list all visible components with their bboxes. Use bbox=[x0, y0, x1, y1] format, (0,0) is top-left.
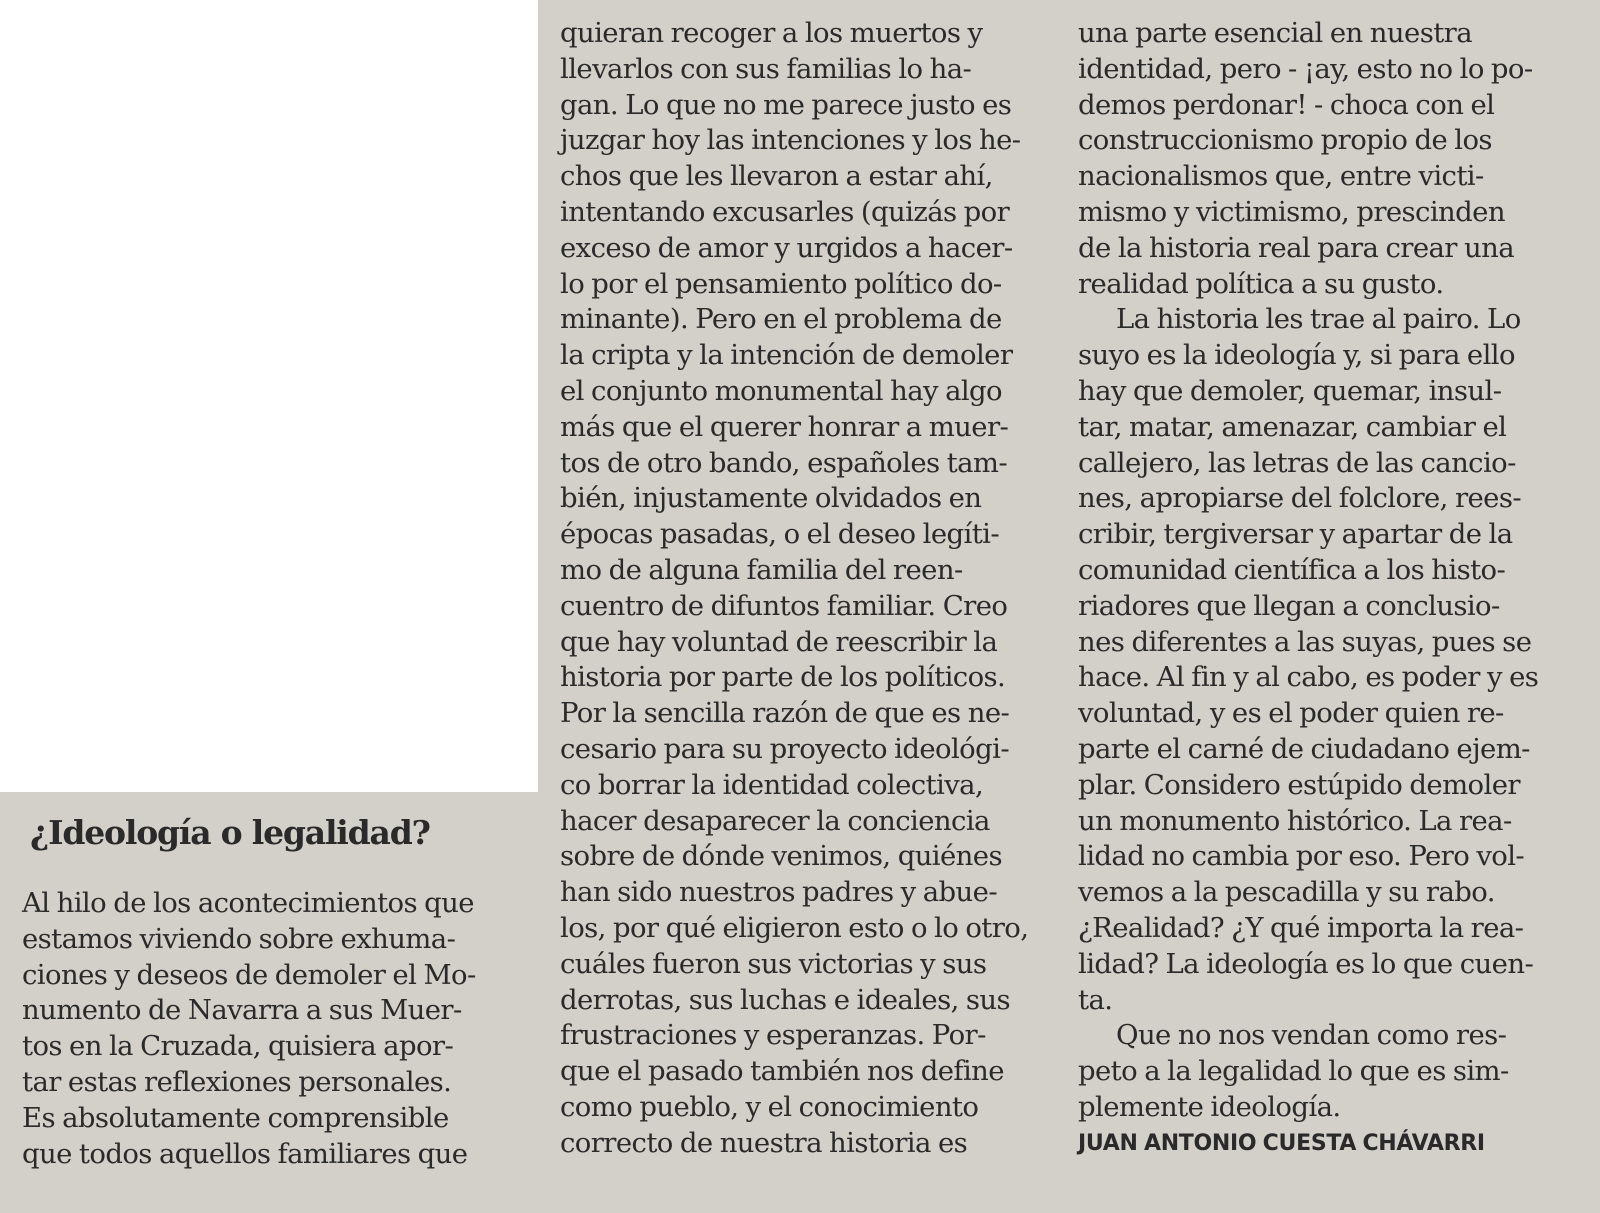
text-line: épocas pasadas, o el deseo legíti- bbox=[560, 518, 1000, 551]
text-line: nes diferentes a las suyas, pues se bbox=[1078, 625, 1532, 658]
text-line: suyo es la ideología y, si para ello bbox=[1078, 339, 1515, 372]
text-line: hacer desaparecer la conciencia bbox=[560, 804, 990, 837]
text-line: gan. Lo que no me parece justo es bbox=[560, 88, 1012, 121]
text-line: historia por parte de los políticos. bbox=[560, 661, 1006, 694]
text-line: tar, matar, amenazar, cambiar el bbox=[1078, 410, 1507, 443]
text-line: lo por el pensamiento político do- bbox=[560, 267, 1002, 300]
text-line: que hay voluntad de reescribir la bbox=[560, 625, 998, 658]
text-line: como pueblo, y el conocimiento bbox=[560, 1090, 979, 1123]
text-line: que el pasado también nos define bbox=[560, 1055, 1004, 1088]
text-line: hay que demoler, quemar, insul- bbox=[1078, 374, 1502, 407]
text-line: una parte esencial en nuestra bbox=[1078, 17, 1473, 49]
text-column-right bbox=[1078, 16, 1558, 1162]
text-line: riadores que llegan a conclusio- bbox=[1078, 589, 1500, 622]
text-line: llevarlos con sus familias lo ha- bbox=[560, 52, 972, 85]
text-line: correcto de nuestra historia es bbox=[560, 1126, 968, 1159]
text-line: han sido nuestros padres y abue- bbox=[560, 876, 998, 909]
text-column-left bbox=[22, 886, 512, 1172]
text-line: lidad no cambia por eso. Pero vol- bbox=[1078, 840, 1525, 873]
author-signature: JUAN ANTONIO CUESTA CHÁVARRI bbox=[1078, 1130, 1485, 1156]
text-line: quieran recoger a los muertos y bbox=[560, 17, 983, 49]
text-line: el conjunto monumental hay algo bbox=[560, 374, 1003, 407]
text-line: ta. bbox=[1078, 983, 1113, 1016]
text-line: mismo y victimismo, prescinden bbox=[1078, 195, 1505, 228]
text-line: estamos viviendo sobre exhuma- bbox=[22, 922, 456, 955]
text-line: numento de Navarra a sus Muer- bbox=[22, 994, 462, 1027]
text-line: parte el carné de ciudadano ejem- bbox=[1078, 732, 1530, 765]
text-line: vemos a la pescadilla y su rabo. bbox=[1078, 876, 1495, 909]
text-line: Por la sencilla razón de que es ne- bbox=[560, 697, 1010, 730]
text-line: cuáles fueron sus victorias y sus bbox=[560, 947, 987, 980]
text-line: cesario para su proyecto ideológi- bbox=[560, 732, 1010, 765]
text-line: tos de otro bando, españoles tam- bbox=[560, 446, 1008, 479]
text-line: callejero, las letras de las cancio- bbox=[1078, 446, 1516, 479]
text-line: que todos aquellos familiares que bbox=[22, 1137, 468, 1170]
text-line: chos que les llevaron a estar ahí, bbox=[560, 160, 993, 193]
text-line: minante). Pero en el problema de bbox=[560, 303, 1002, 336]
text-line: peto a la legalidad lo que es sim- bbox=[1078, 1055, 1509, 1088]
text-line: mo de alguna familia del reen- bbox=[560, 553, 963, 586]
text-line: lidad? La ideología es lo que cuen- bbox=[1078, 947, 1534, 980]
text-line: Al hilo de los acontecimientos que bbox=[22, 887, 474, 919]
text-line: intentando excusarles (quizás por bbox=[560, 195, 1010, 228]
letter-headline: ¿Ideología o legalidad? bbox=[30, 813, 430, 852]
text-line: derrotas, sus luchas e ideales, sus bbox=[560, 983, 1011, 1016]
text-line: cuentro de difuntos familiar. Creo bbox=[560, 589, 1008, 622]
text-line: de la historia real para crear una bbox=[1078, 231, 1515, 264]
text-line: ciones y deseos de demoler el Mo- bbox=[22, 958, 476, 991]
text-line: los, por qué eligieron esto o lo otro, bbox=[560, 911, 1029, 944]
text-line: plemente ideología. bbox=[1078, 1090, 1341, 1123]
text-line: tos en la Cruzada, quisiera apor- bbox=[22, 1030, 454, 1063]
text-line: ¿Realidad? ¿Y qué importa la rea- bbox=[1078, 911, 1524, 944]
text-line: frustraciones y esperanzas. Por- bbox=[560, 1019, 986, 1052]
text-line: nacionalismos que, entre victi- bbox=[1078, 160, 1484, 193]
text-line: cribir, tergiversar y apartar de la bbox=[1078, 518, 1513, 551]
text-line: hace. Al fin y al cabo, es poder y es bbox=[1078, 661, 1539, 694]
text-line: la cripta y la intención de demoler bbox=[560, 339, 1013, 372]
text-line: comunidad científica a los histo- bbox=[1078, 553, 1506, 586]
text-line: un monumento histórico. La rea- bbox=[1078, 804, 1512, 837]
text-line: Es absolutamente comprensible bbox=[22, 1101, 449, 1134]
text-line: nes, apropiarse del folclore, rees- bbox=[1078, 482, 1522, 515]
text-line: exceso de amor y urgidos a hacer- bbox=[560, 231, 1013, 264]
paragraph-start-line: La historia les trae al pairo. Lo bbox=[1116, 303, 1521, 336]
text-line: voluntad, y es el poder quien re- bbox=[1078, 697, 1504, 730]
text-line: demos perdonar! - choca con el bbox=[1078, 88, 1495, 121]
text-line: co borrar la identidad colectiva, bbox=[560, 768, 984, 801]
text-line: realidad política a su gusto. bbox=[1078, 267, 1444, 300]
text-line: sobre de dónde venimos, quiénes bbox=[560, 840, 1002, 873]
text-line: juzgar hoy las intenciones y los he- bbox=[560, 124, 1021, 157]
text-line: bién, injustamente olvidados en bbox=[560, 482, 982, 515]
text-column-middle bbox=[560, 16, 1030, 1162]
text-line: identidad, pero - ¡ay, esto no lo po- bbox=[1078, 52, 1533, 85]
text-line: construccionismo propio de los bbox=[1078, 124, 1492, 157]
blank-area bbox=[0, 0, 538, 792]
text-line: más que el querer honrar a muer- bbox=[560, 410, 1009, 443]
text-line: tar estas reflexiones personales. bbox=[22, 1065, 452, 1098]
paragraph-start-line: Que no nos vendan como res- bbox=[1116, 1019, 1507, 1052]
text-line: plar. Considero estúpido demoler bbox=[1078, 768, 1520, 801]
